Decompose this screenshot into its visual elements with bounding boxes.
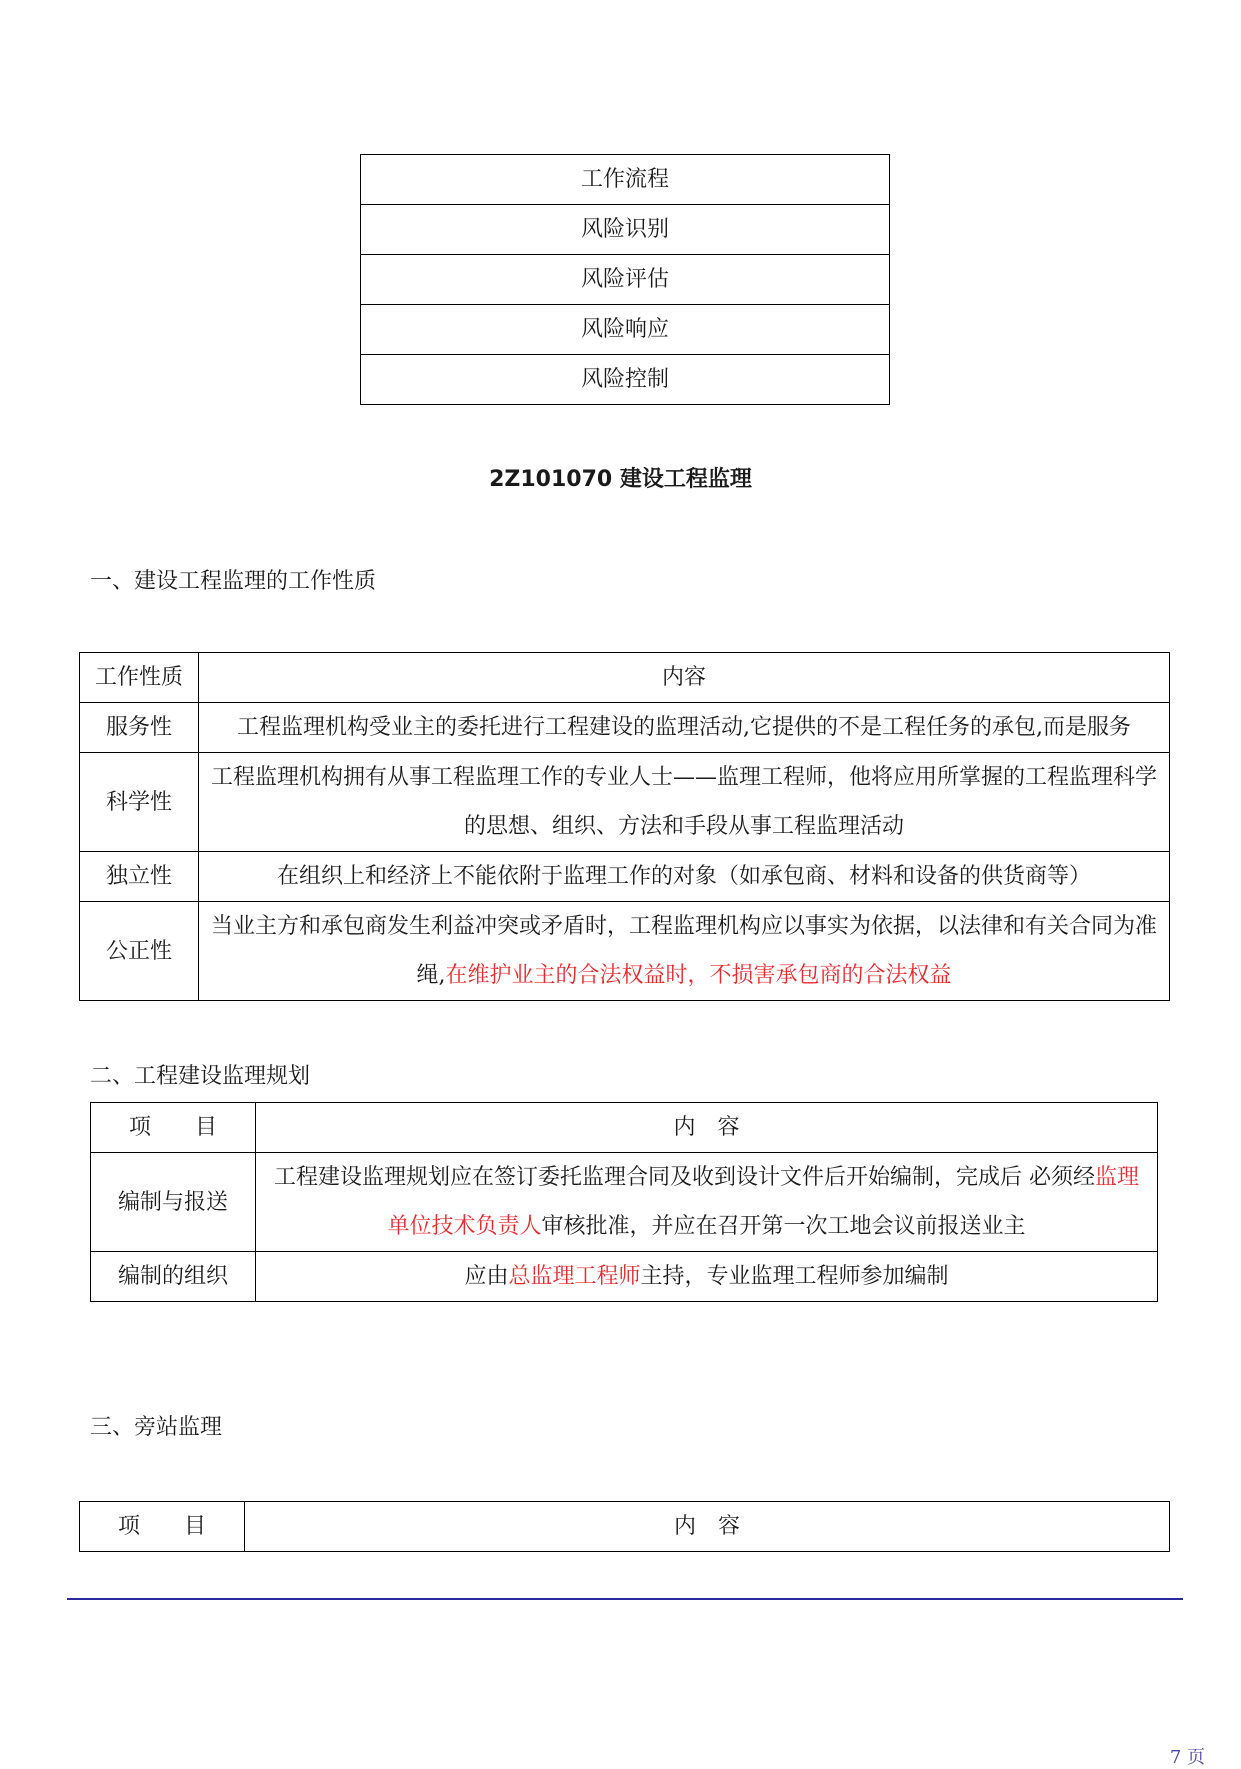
highlighted-text: 总监理工程师	[508, 1264, 641, 1289]
row-text: 应由	[464, 1264, 509, 1289]
workflow-step: 风险评估	[361, 255, 890, 305]
table-row	[361, 155, 890, 205]
table-row	[80, 703, 1170, 753]
header-content: 内 容	[256, 1103, 1158, 1153]
row-content	[256, 1153, 1158, 1252]
row-content	[199, 902, 1170, 1001]
table-row	[80, 753, 1170, 852]
work-nature-table	[79, 652, 1170, 1001]
row-content	[199, 703, 1170, 753]
header-item: 项 目	[91, 1103, 256, 1153]
header-content: 内 容	[245, 1502, 1170, 1552]
workflow-step: 工作流程	[361, 155, 890, 205]
header-item: 项 目	[80, 1502, 245, 1552]
table-row	[361, 255, 890, 305]
table-row	[91, 1153, 1158, 1252]
highlighted-text: 监理单位技术负责人	[387, 1165, 1139, 1239]
table-row	[361, 355, 890, 405]
onsite-supervision-table	[79, 1501, 1170, 1552]
supervision-plan-table	[90, 1102, 1158, 1302]
table-row	[91, 1252, 1158, 1302]
workflow-step: 风险控制	[361, 355, 890, 405]
heading-onsite-supervision: 三、旁站监理	[90, 1415, 223, 1440]
header-content: 内容	[199, 653, 1170, 703]
row-text: 工程监理机构拥有从事工程监理工作的专业人士——监理工程师，他将应用所掌握的工程监理科学的思想、组织、方法和手段从事工程监理活动	[210, 765, 1157, 839]
row-text: 工程监理机构受业主的委托进行工程建设的监理活动,它提供的不是工程任务的承包,而是服务	[237, 715, 1131, 740]
row-key: 编制的组织	[91, 1252, 256, 1302]
heading-supervision-plan: 二、工程建设监理规划	[90, 1064, 311, 1089]
row-text: 工程建设监理规划应在签订委托监理合同及收到设计文件后开始编制，完成后 必须经	[273, 1165, 1095, 1190]
table-row	[80, 902, 1170, 1001]
row-key: 独立性	[80, 852, 199, 902]
table-row	[80, 852, 1170, 902]
highlighted-text: 在维护业主的合法权益时，不损害承包商的合法权益	[445, 963, 952, 988]
workflow-step: 风险响应	[361, 305, 890, 355]
section-title: 2Z101070 建设工程监理	[489, 467, 752, 492]
row-text: 在组织上和经济上不能依附于监理工作的对象（如承包商、材料和设备的供货商等）	[276, 864, 1091, 889]
workflow-table	[360, 154, 890, 405]
row-content	[199, 753, 1170, 852]
table-row	[361, 305, 890, 355]
table-header-row	[80, 653, 1170, 703]
row-key: 服务性	[80, 703, 199, 753]
footer-divider	[67, 1598, 1183, 1600]
row-content	[256, 1252, 1158, 1302]
page-number: 7 页	[1169, 1747, 1205, 1768]
row-key: 编制与报送	[91, 1153, 256, 1252]
row-content	[199, 852, 1170, 902]
row-key: 科学性	[80, 753, 199, 852]
row-text: 当业主方和承包商发生利益冲突或矛盾时，工程监理机构应以事实为依据，以法律和有关合同为准绳,	[210, 914, 1157, 988]
table-header-row	[91, 1103, 1158, 1153]
row-key: 公正性	[80, 902, 199, 1001]
workflow-step: 风险识别	[361, 205, 890, 255]
row-text: 审核批准，并应在召开第一次工地会议前报送业主	[541, 1214, 1026, 1239]
table-row	[361, 205, 890, 255]
header-nature: 工作性质	[80, 653, 199, 703]
row-text: 主持，专业监理工程师参加编制	[640, 1264, 949, 1289]
heading-work-nature: 一、建设工程监理的工作性质	[90, 569, 377, 594]
table-header-row	[80, 1502, 1170, 1552]
